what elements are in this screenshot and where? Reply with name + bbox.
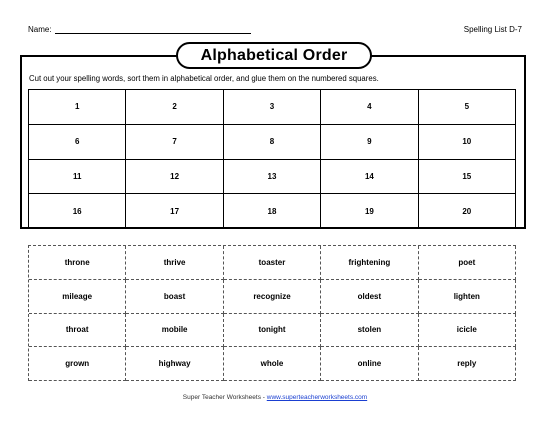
numbered-square: 4 — [321, 90, 418, 125]
word-card[interactable]: mobile — [126, 314, 223, 348]
word-card[interactable]: reply — [419, 347, 516, 381]
numbered-square: 7 — [126, 125, 223, 160]
worksheet-title: Alphabetical Order — [176, 42, 372, 69]
word-card[interactable]: highway — [126, 347, 223, 381]
name-line[interactable] — [55, 25, 251, 34]
numbered-square: 12 — [126, 160, 223, 195]
word-card[interactable]: stolen — [321, 314, 418, 348]
numbered-square: 19 — [321, 194, 418, 229]
numbered-square: 11 — [29, 160, 126, 195]
word-card[interactable]: oldest — [321, 280, 418, 314]
word-card[interactable]: lighten — [419, 280, 516, 314]
numbered-square: 3 — [224, 90, 321, 125]
footer — [0, 394, 550, 401]
word-card[interactable]: frightening — [321, 246, 418, 280]
word-card[interactable]: throat — [29, 314, 126, 348]
instructions: Cut out your spelling words, sort them in alphabetical order, and glue them on the numbered squares. — [29, 74, 379, 83]
numbered-square: 8 — [224, 125, 321, 160]
numbered-square: 6 — [29, 125, 126, 160]
word-card[interactable]: recognize — [224, 280, 321, 314]
word-card[interactable]: tonight — [224, 314, 321, 348]
numbered-square: 17 — [126, 194, 223, 229]
word-card[interactable]: whole — [224, 347, 321, 381]
word-card[interactable]: boast — [126, 280, 223, 314]
numbered-square: 18 — [224, 194, 321, 229]
word-card[interactable]: toaster — [224, 246, 321, 280]
numbered-squares-grid — [28, 89, 516, 229]
numbered-square: 1 — [29, 90, 126, 125]
word-card[interactable]: icicle — [419, 314, 516, 348]
numbered-square: 2 — [126, 90, 223, 125]
word-card[interactable]: thrive — [126, 246, 223, 280]
numbered-square: 9 — [321, 125, 418, 160]
numbered-square: 13 — [224, 160, 321, 195]
numbered-square: 20 — [419, 194, 516, 229]
word-card[interactable]: grown — [29, 347, 126, 381]
word-card[interactable]: online — [321, 347, 418, 381]
word-card[interactable]: mileage — [29, 280, 126, 314]
numbered-square: 16 — [29, 194, 126, 229]
name-label: Name: — [28, 25, 52, 34]
word-card[interactable]: throne — [29, 246, 126, 280]
name-field — [28, 25, 251, 34]
numbered-square: 14 — [321, 160, 418, 195]
word-card[interactable]: poet — [419, 246, 516, 280]
numbered-square: 5 — [419, 90, 516, 125]
numbered-square: 10 — [419, 125, 516, 160]
footer-text: Super Teacher Worksheets - — [182, 394, 267, 401]
footer-link[interactable]: www.superteacherworksheets.com — [266, 394, 368, 401]
word-cards-grid — [28, 245, 516, 381]
numbered-square: 15 — [419, 160, 516, 195]
spelling-list-label: Spelling List D-7 — [463, 25, 522, 34]
